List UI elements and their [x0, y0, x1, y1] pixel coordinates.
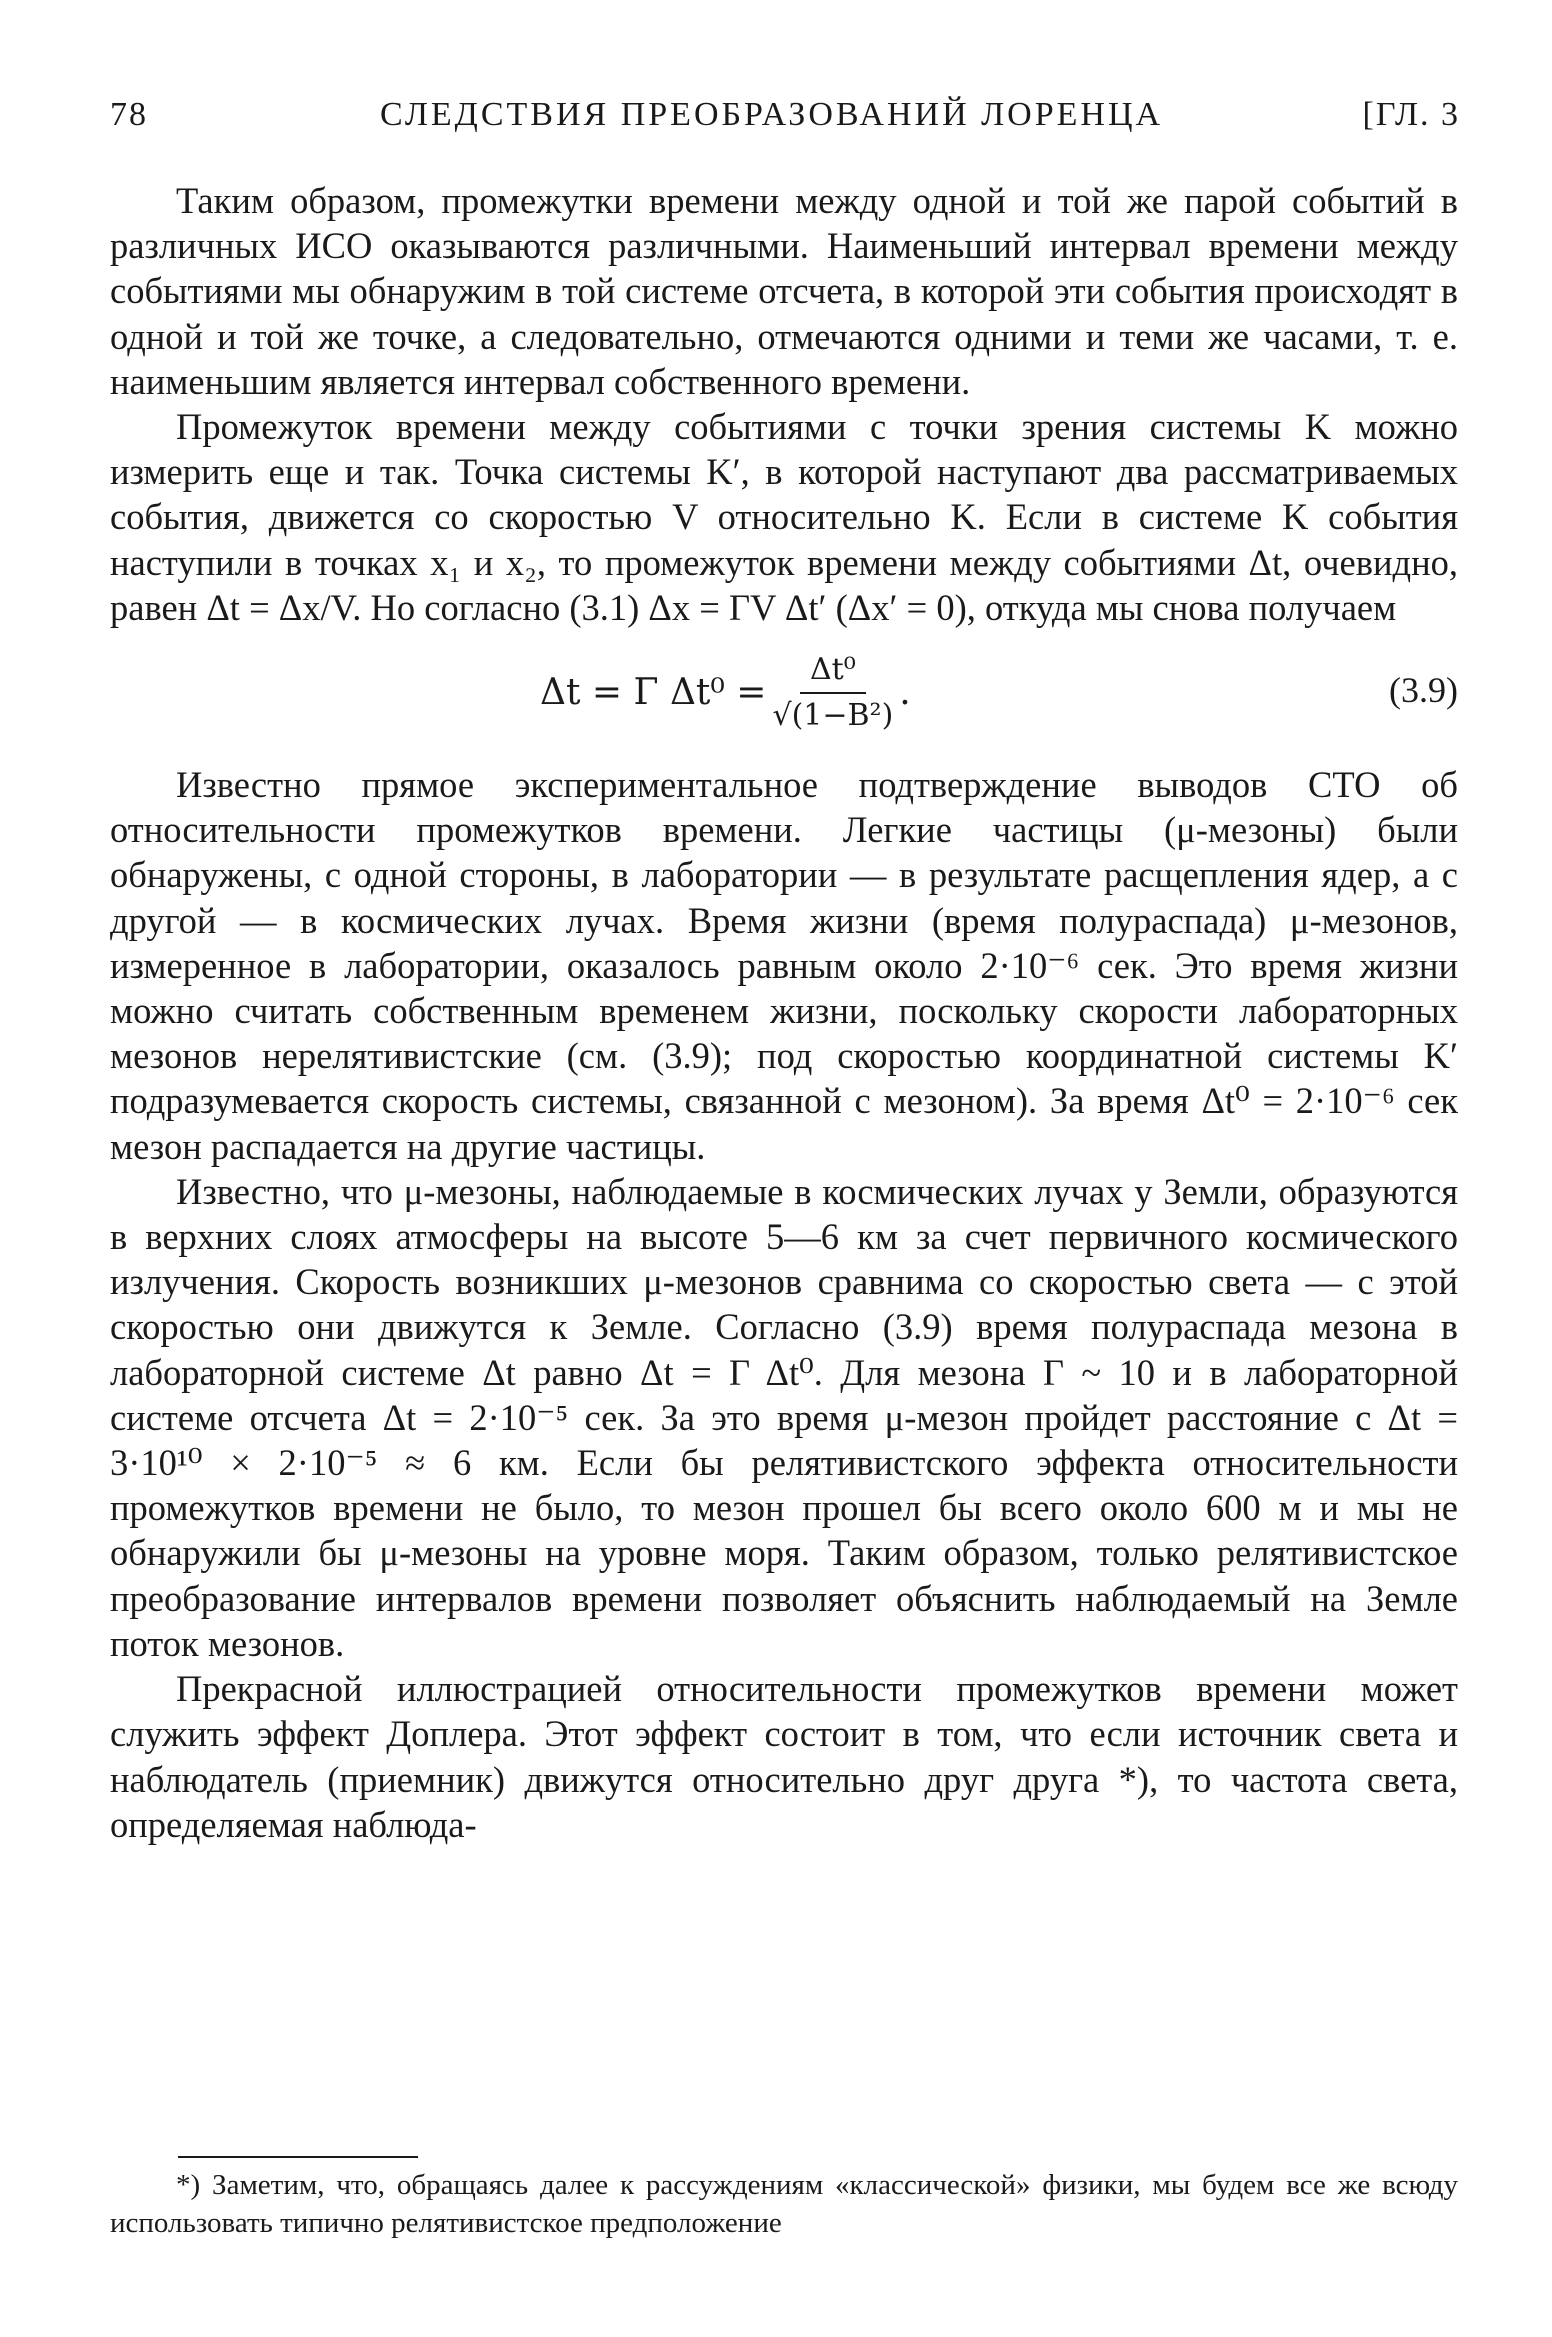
body-text: [110, 178, 1458, 1847]
paragraph-3: Известно прямое экспериментальное подтверждение выводов СТО об относительности промежутков времени. Легкие частицы (μ-мезоны) были обнаружены, с одной стороны, в лаборатории — в результате расщепления ядер, а с другой — в космических лучах. Время жизни (время полураспада) μ-мезонов, измеренное в лаборатории, оказалось равным около 2·10⁻⁶ сек. Это время жизни можно считать собственным временем жизни, поскольку скорости лабораторных мезонов нерелятивистские (см. (3.9); под скоростью координатной системы K′ подразумевается скорость системы, связанной с мезоном). За время Δt⁰ = 2·10⁻⁶ сек мезон распадается на другие частицы.: [110, 764, 1458, 1167]
formula-trail: .: [899, 672, 911, 714]
page-number: 78: [110, 96, 148, 133]
paragraph-4: Известно, что μ-мезоны, наблюдаемые в космических лучах у Земли, образуются в верхних слоях атмосферы на высоте 5—6 км за счет первичного космического излучения. Скорость возникших μ-мезонов сравнима со скоростью света — с этой скоростью они движутся к Земле. Согласно (3.9) время полураспада мезона в лабораторной системе Δt равно Δt = Γ Δt⁰. Для мезона Γ ~ 10 и в лабораторной системе отсчета Δt = 2·10⁻⁵ сек. За это время μ-мезон пройдет расстояние c Δt = 3·10¹⁰ × 2·10⁻⁵ ≈ 6 км. Если бы релятивистского эффекта относительности промежутков времени не было, то мезон прошел бы всего около 600 м и мы не обнаружили бы μ-мезоны на уровне моря. Таким образом, только релятивистское преобразование интервалов времени позволяет объяснить наблюдаемый на Земле поток мезонов.: [110, 1170, 1458, 1664]
paragraph-2: Промежуток времени между событиями с точки зрения системы K можно измерить еще и так. Точка системы K′, в которой наступают два рассматриваемых события, движется со скоростью V относительно K. Если в системе K события наступили в точках x₁ и x₂, то промежуток времени между событиями Δt, очевидно, равен Δt = Δx/V. Но согласно (3.1) Δx = ΓV Δt′ (Δx′ = 0), откуда мы снова получаем: [110, 406, 1458, 628]
formula-fraction: [772, 650, 893, 736]
footnote: [110, 2166, 1458, 2242]
page-header: [110, 96, 1460, 140]
equation-number: (3.9): [1389, 670, 1458, 711]
paragraph-1: Таким образом, промежутки времени между одной и той же парой событий в различных ИСО оказываются различными. Наименьший интервал времени между событиями мы обнаружим в той системе отсчета, в которой эти события происходят в одной и той же точке, а следовательно, отмечаются одними и теми же часами, т. е. наименьшим является интервал собственного времени.: [110, 180, 1458, 402]
running-title: СЛЕДСТВИЯ ПРЕОБРАЗОВАНИЙ ЛОРЕНЦА: [380, 96, 1164, 133]
formula-expression: [540, 650, 911, 736]
formula-lhs: Δt = Γ Δt⁰ =: [540, 672, 767, 714]
equation-3-9: [110, 638, 1458, 748]
formula-numerator: Δt⁰: [800, 650, 866, 694]
footnote-divider: [178, 2156, 418, 2158]
formula-denominator: √(1−B²): [772, 698, 894, 734]
footnote-text: *) Заметим, что, обращаясь далее к рассуждениям «классической» физики, мы будем все же всюду использовать типично релятивистское предположение: [110, 2169, 1458, 2239]
chapter-label: [ГЛ. 3: [1362, 96, 1460, 133]
paragraph-5: Прекрасной иллюстрацией относительности промежутков времени может служить эффект Доплера. Этот эффект состоит в том, что если источник света и наблюдатель (приемник) движутся относительно друг друга *), то частота света, определяемая наблюда-: [110, 1668, 1458, 1845]
